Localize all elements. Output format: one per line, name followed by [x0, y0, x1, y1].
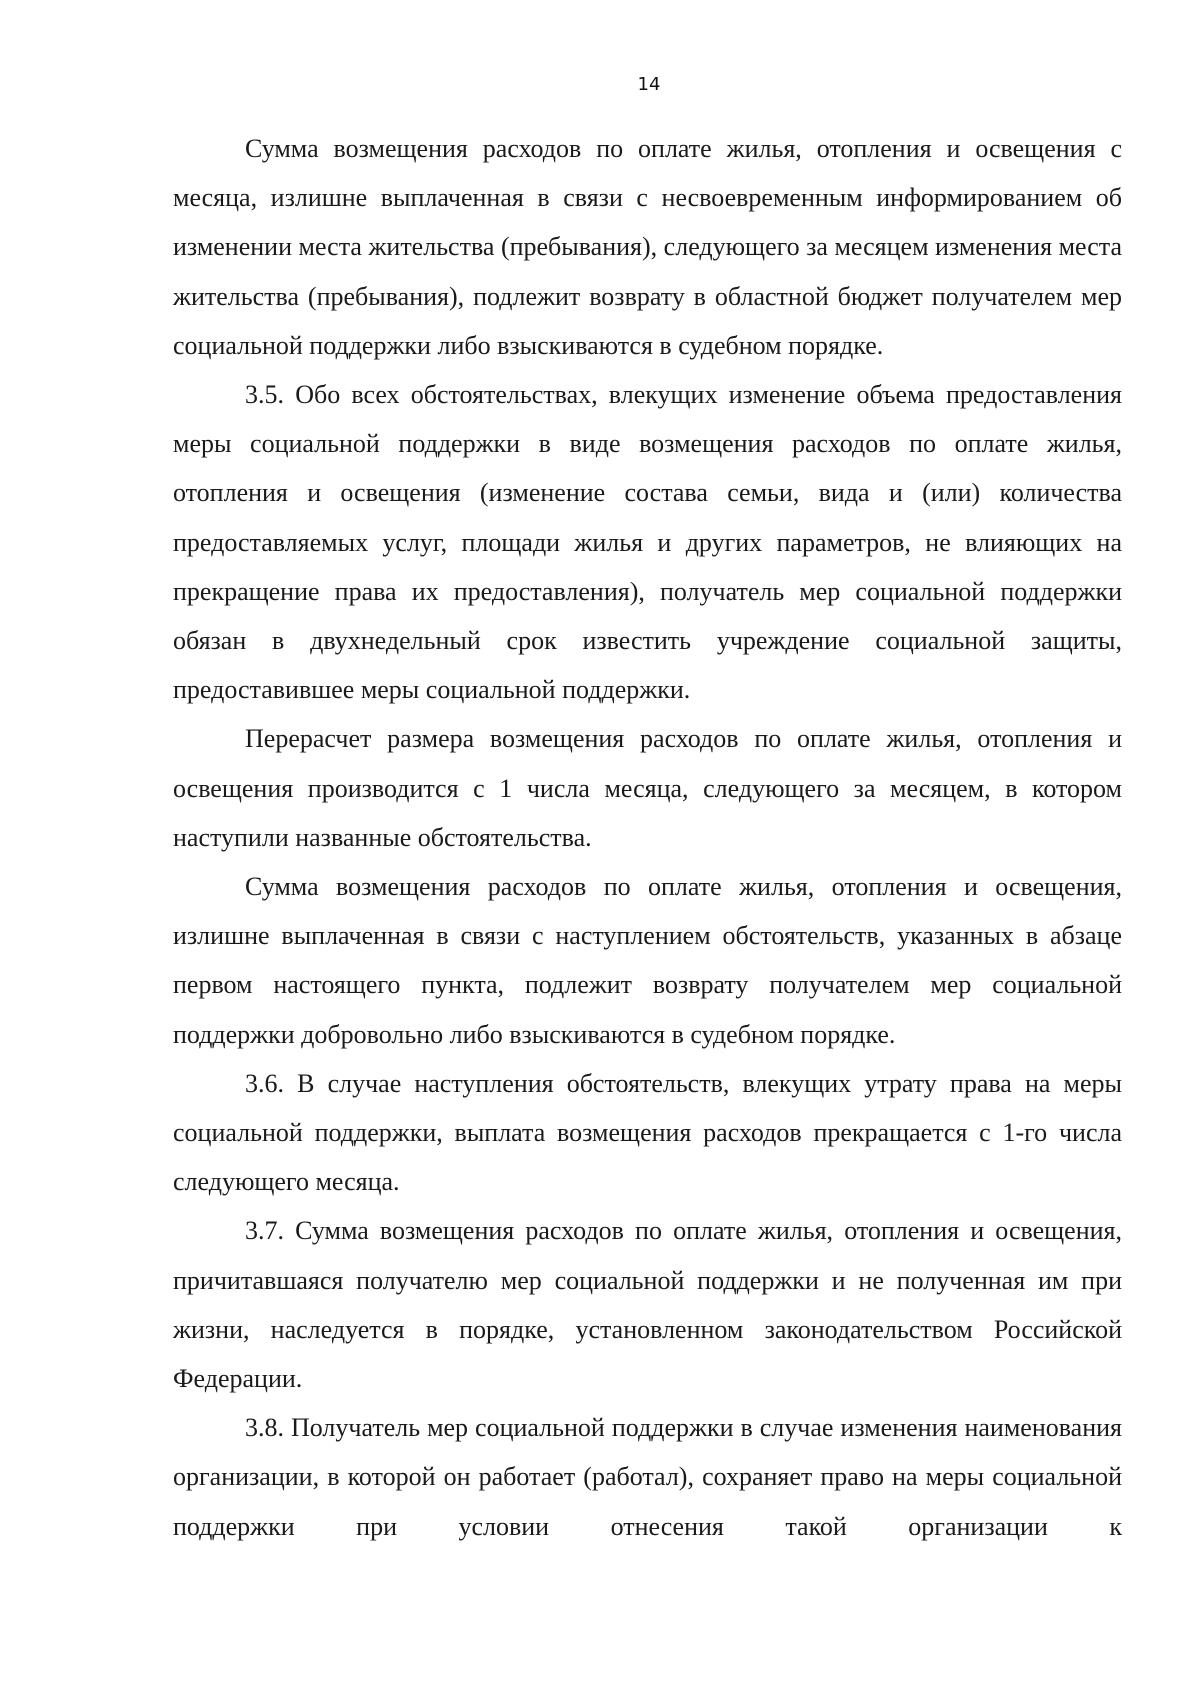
paragraph-recalculation: Перерасчет размера возмещения расходов по оплате жилья, отопления и освещения производится с 1 числа месяца, следующего за месяцем, в котором наступили названные обстоятельства.	[173, 724, 1122, 852]
page-number: 14	[637, 74, 661, 95]
paragraph-3-5: 3.5. Обо всех обстоятельствах, влекущих изменение объема предоставления меры социальной поддержки в виде возмещения расходов по оплате жилья, отопления и освещения (изменение состава семьи, вида и (или) количества предоставляемых услуг, площади жилья и других параметров, не влияющих на прекращение права их предоставления), получатель мер социальной поддержки обязан в двухнедельный срок известить учреждение социальной защиты, предоставившее меры социальной поддержки.	[173, 380, 1122, 705]
paragraph-3-8: 3.8. Получатель мер социальной поддержки в случае изменения наименования организации, в которой он работает (работал), сохраняет право на меры социальной поддержки при условии отнесения такой организации к	[173, 1413, 1122, 1541]
document-body	[173, 124, 1122, 1551]
paragraph-refund-on-relocation: Сумма возмещения расходов по оплате жилья, отопления и освещения с месяца, излишне выплаченная в связи с несвоевременным информированием об изменении места жительства (пребывания), следующего за месяцем изменения места жительства (пребывания), подлежит возврату в областной бюджет получателем мер социальной поддержки либо взыскиваются в судебном порядке.	[173, 134, 1122, 360]
paragraph-3-6: 3.6. В случае наступления обстоятельств, влекущих утрату права на меры социальной поддержки, выплата возмещения расходов прекращается с 1-го числа следующего месяца.	[173, 1068, 1122, 1197]
paragraph-overpayment-refund: Сумма возмещения расходов по оплате жилья, отопления и освещения, излишне выплаченная в связи с наступлением обстоятельств, указанных в абзаце первом настоящего пункта, подлежит возврату получателем мер социальной поддержки добровольно либо взыскиваются в судебном порядке.	[173, 872, 1122, 1049]
paragraph-3-7: 3.7. Сумма возмещения расходов по оплате жилья, отопления и освещения, причитавшаяся получателю мер социальной поддержки и не полученная им при жизни, наследуется в порядке, установленном законодательством Российской Федерации.	[173, 1216, 1122, 1394]
